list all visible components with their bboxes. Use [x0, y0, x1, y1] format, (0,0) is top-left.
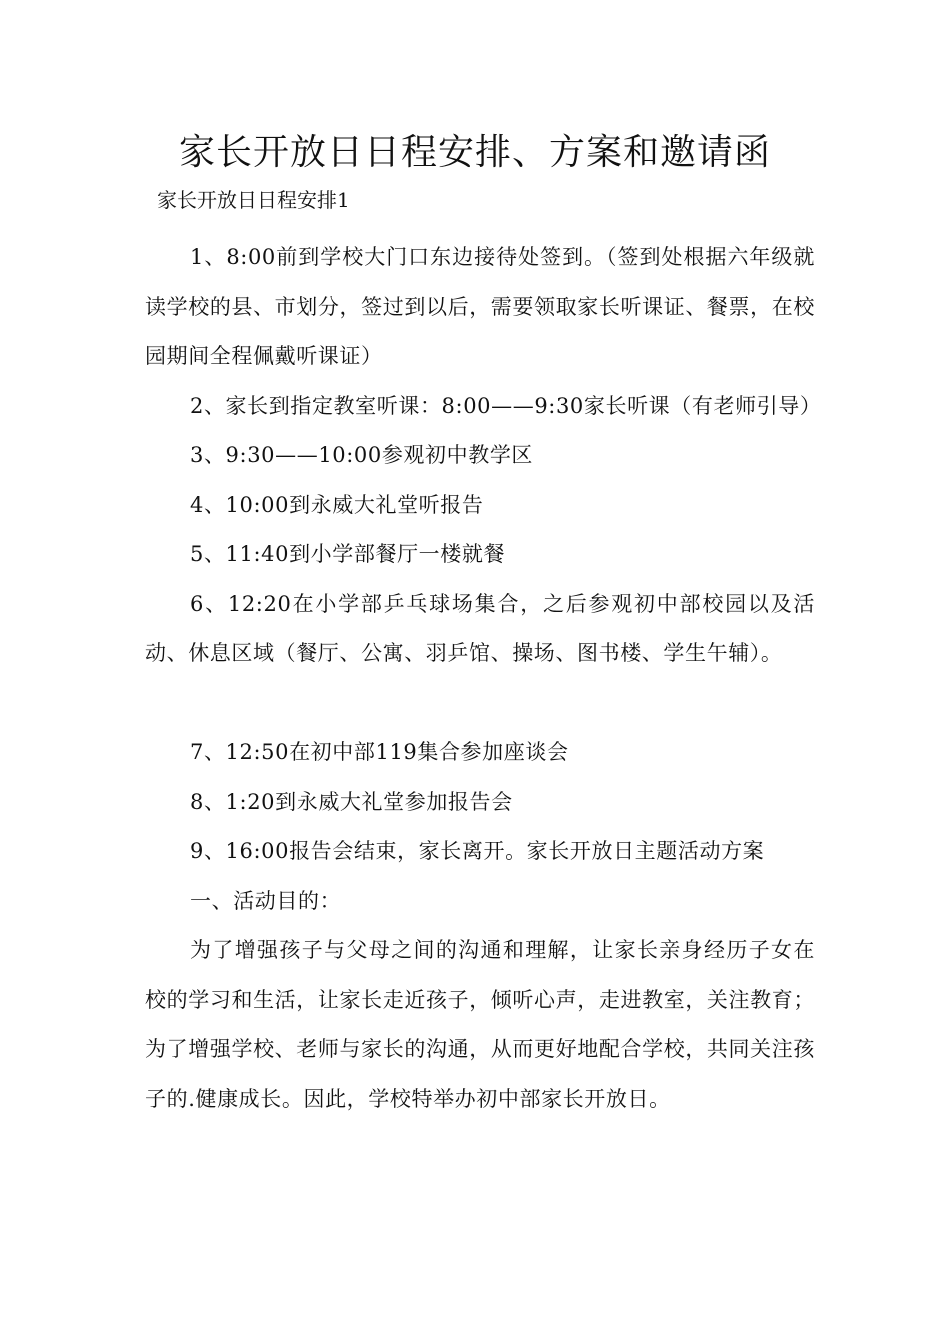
purpose-paragraph: 为了增强孩子与父母之间的沟通和理解，让家长亲身经历子女在校的学习和生活，让家长走近孩子，倾听心声，走进教室，关注教育；为了增强学校、老师与家长的沟通，从而更好地配合学校，共同关注孩子的.健康成长。因此，学校特举办初中部家长开放日。 [145, 938, 815, 1111]
schedule-item-1: 1、8:00前到学校大门口东边接待处签到。（签到处根据六年级就读学校的县、市划分，签过到以后，需要领取家长听课证、餐票，在校园期间全程佩戴听课证） [145, 245, 815, 368]
section-heading-purpose: 一、活动目的： [190, 888, 342, 913]
schedule-item-5: 5、11:40到小学部餐厅一楼就餐 [190, 542, 506, 566]
document-title: 家长开放日日程安排、方案和邀请函 [178, 132, 771, 173]
schedule-item-4: 4、10:00到永威大礼堂听报告 [190, 492, 484, 517]
document-subtitle: 家长开放日日程安排1 [157, 188, 350, 212]
schedule-item-6: 6、12:20在小学部乒乓球场集合，之后参观初中部校园以及活动、休息区域（餐厅、公寓、羽乒馆、操场、图书楼、学生午辅）。 [145, 591, 815, 665]
schedule-item-9: 9、16:00报告会结束，家长离开。家长开放日主题活动方案 [190, 839, 765, 863]
schedule-item-7: 7、12:50在初中部119集合参加座谈会 [190, 740, 569, 764]
schedule-item-8: 8、1:20到永威大礼堂参加报告会 [190, 789, 513, 814]
document-body [145, 233, 822, 1124]
schedule-item-2: 2、家长到指定教室听课：8:00——9:30家长听课（有老师引导） [190, 393, 822, 418]
schedule-item-3: 3、9:30——10:00参观初中教学区 [190, 443, 534, 467]
